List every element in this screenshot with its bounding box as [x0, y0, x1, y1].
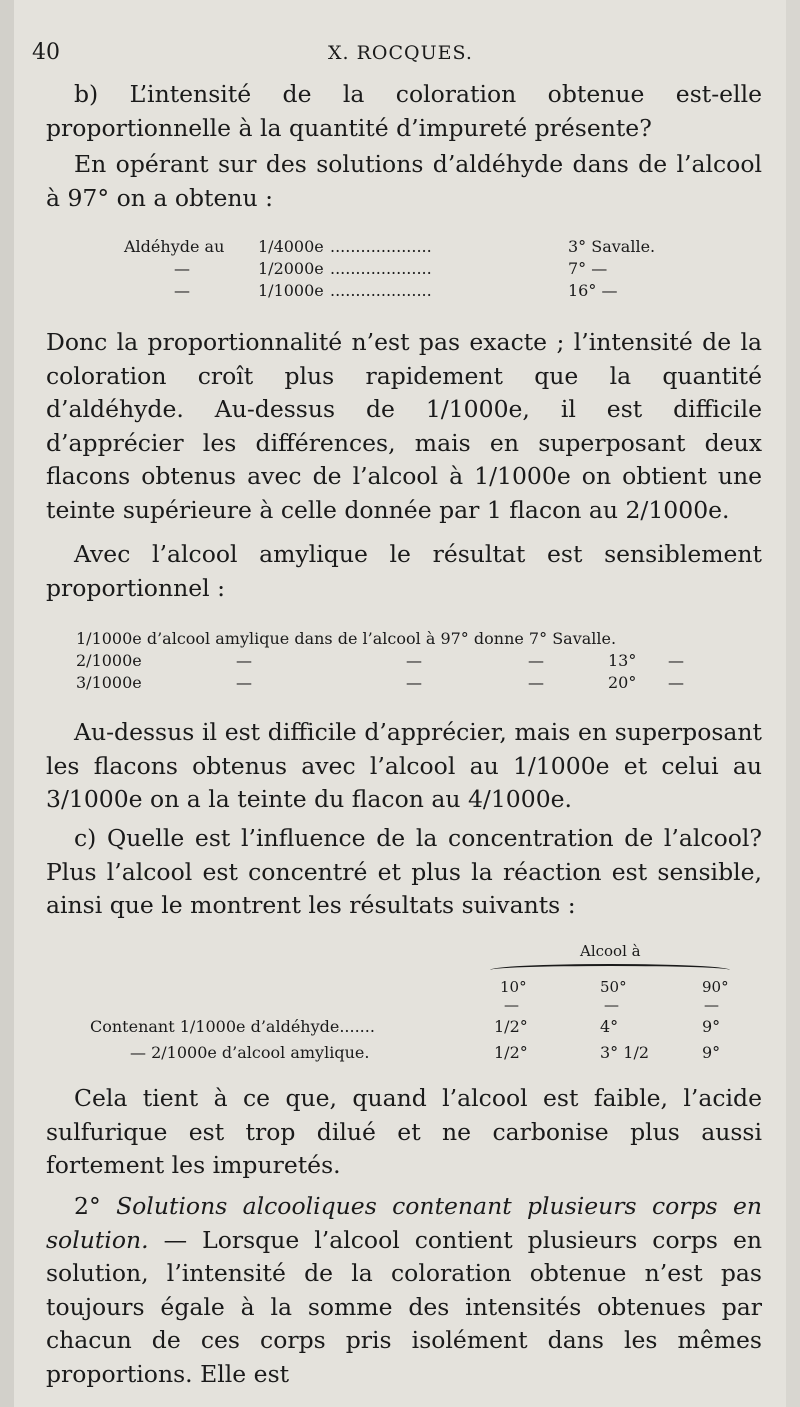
running-title: X. ROCQUES. [328, 42, 473, 64]
column-header: 10° [500, 978, 527, 996]
paragraph-operant: En opérant sur des solutions d’aldéhyde dans de l’alcool à 97° on a obtenu : [46, 150, 762, 212]
table-row: 3/1000e — — — 20° — [76, 673, 684, 692]
table-row: Contenant 1/1000e d’aldéhyde....... 1/2° 4° 9° [90, 1017, 721, 1036]
column-header: 50° [600, 978, 627, 996]
column-dash: — [604, 996, 619, 1014]
column-dash: — [704, 996, 719, 1014]
table-row: — 1/2000e .................... 7° — [174, 259, 608, 278]
paragraph-c: c) Quelle est l’influence de la concentration de l’alcool? Plus l’alcool est concentré et plus la réaction est sensible, ainsi que le montrent les résultats suivants : [46, 824, 762, 919]
paragraph-2 [46, 1190, 762, 1391]
brace [490, 964, 730, 976]
table-row: — 2/1000e d’alcool amylique. 1/2° 3° 1/2 9° [130, 1043, 721, 1062]
table-aldehyde [124, 236, 724, 302]
table-row: Aldéhyde au 1/4000e .................... 3° Savalle. [124, 237, 656, 256]
table-row: 2/1000e — — — 13° — [76, 651, 684, 670]
page-number: 40 [32, 40, 60, 65]
table-row: — 1/1000e .................... 16° — [174, 281, 618, 300]
paragraph-audessus: Au-dessus il est difficile d’apprécier, mais en superposant les flacons obtenus avec l’alcool au 1/1000e et celui au 3/1000e on a la teinte du flacon au 4/1000e. [46, 718, 762, 813]
column-dash: — [504, 996, 519, 1014]
paragraph-avec: Avec l’alcool amylique le résultat est sensiblement proportionnel : [46, 540, 762, 602]
group-header: Alcool à [580, 942, 641, 960]
paragraph-donc: Donc la proportionnalité n’est pas exacte ; l’intensité de la coloration croît plus rapidement que la quantité d’aldéhyde. Au-dessus de 1/1000e, il est difficile d’apprécier les différences, mais en superposant deux flacons obtenus avec de l’alcool à 1/1000e on obtient une teinte supérieure à celle donnée par 1 flacon au 2/1000e. [46, 328, 762, 524]
table-concentration [90, 940, 750, 1070]
section-title: Solutions alcooliques contenant plusieurs corps en solution. [46, 1192, 762, 1254]
section-number: 2° [74, 1192, 101, 1220]
paragraph-cela: Cela tient à ce que, quand l’alcool est faible, l’acide sulfurique est trop dilué et ne carbonise plus aussi fortement les impuretés. [46, 1084, 762, 1179]
column-header: 90° [702, 978, 729, 996]
paragraph-b: b) L’intensité de la coloration obtenue est-elle proportionnelle à la quantité d’impureté présente? [46, 80, 762, 142]
table-amylique [76, 628, 736, 694]
section-text: — Lorsque l’alcool contient plusieurs corps en solution, l’intensité de la coloration obtenue n’est pas toujours égale à la somme des intensités obtenues par chacun de ces corps pris isolément dans les mêmes proportions. Elle est [46, 1225, 762, 1388]
table-row: 1/1000e d’alcool amylique dans de l’alcool à 97° donne 7° Savalle. [76, 629, 617, 648]
